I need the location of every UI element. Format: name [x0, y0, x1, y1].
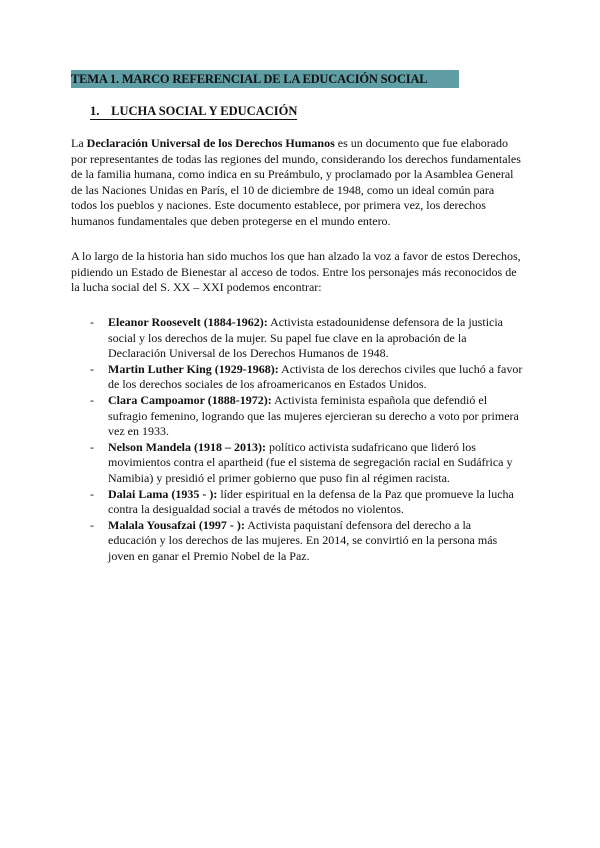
list-line: sufragio femenino, logrando que las mujeres ejercieran su derecho a voto por primera	[108, 408, 519, 423]
activist-text: líder espiritual en la defensa de la Paz que promueve la lucha	[217, 486, 514, 501]
activist-text: Activista paquistaní defensora del derecho a la	[244, 517, 472, 532]
paragraph-text: es un documento que fue elaborado	[334, 136, 509, 150]
list-line: contra la desigualdad social a través de métodos no violentos.	[108, 502, 404, 517]
activists-list	[90, 315, 540, 565]
list-line: joven en ganar el Premio Nobel de la Paz.	[108, 548, 310, 563]
activist-text: político activista sudafricano que lideró los	[266, 439, 476, 454]
list-line: vez en 1933.	[108, 424, 169, 439]
paragraph-line: la lucha social del S. XX – XXI podemos encontrar:	[71, 280, 322, 295]
list-item	[90, 487, 540, 518]
list-item	[90, 362, 540, 393]
paragraph-line: todos los pueblos y naciones. Este documento establece, por primera vez, los derechos	[71, 198, 486, 213]
paragraph-history	[71, 249, 531, 296]
paragraph-lead: La	[71, 136, 87, 150]
list-line	[108, 362, 540, 378]
paragraph-bold-term: Declaración Universal de los Derechos Humanos	[86, 136, 335, 150]
list-line	[108, 393, 540, 409]
list-dash: -	[90, 361, 94, 376]
list-item	[90, 440, 540, 487]
list-line: de los derechos sociales de los afroamericanos en Estados Unidos.	[108, 377, 427, 392]
list-line: Declaración Universal de los Derechos Humanos de 1948.	[108, 346, 389, 361]
paragraph-line: de la familia humana, como indica en su Preámbulo, y proclamado por la Asamblea General	[71, 167, 514, 182]
list-line	[108, 440, 540, 456]
list-line: social y los derechos de la mujer. Su papel fue clave en la aprobación de la	[108, 330, 467, 345]
main-title: TEMA 1. MARCO REFERENCIAL DE LA EDUCACIÓN SOCIAL	[71, 70, 459, 88]
paragraph-line: A lo largo de la historia han sido muchos los que han alzado la voz a favor de estos Derechos,	[71, 249, 521, 263]
list-line	[108, 315, 540, 331]
list-item	[90, 393, 540, 440]
paragraph-line	[71, 136, 531, 152]
activist-name: Dalai Lama (1935 - ):	[108, 486, 218, 501]
activist-text: Activista feminista española que defendió el	[271, 392, 488, 407]
paragraph-line: por representantes de todas las regiones del mundo, considerando los derechos fundamentales	[71, 151, 521, 166]
paragraph-line: humanos fundamentales que deben protegerse en el mundo entero.	[71, 213, 391, 228]
section-number: 1.	[90, 104, 100, 118]
list-dash: -	[90, 439, 94, 454]
activist-name: Clara Campoamor (1888-1972):	[108, 392, 272, 407]
activist-name: Eleanor Roosevelt (1884-1962):	[108, 315, 268, 329]
paragraph-line: de las Naciones Unidas en París, el 10 de diciembre de 1948, como un ideal común para	[71, 182, 495, 197]
list-dash: -	[90, 315, 94, 329]
section-title-text: LUCHA SOCIAL Y EDUCACIÓN	[111, 104, 298, 118]
list-line: movimientos contra el apartheid (fue el sistema de segregación racial en Sudáfrica y	[108, 455, 513, 470]
list-dash: -	[90, 392, 94, 407]
list-item	[90, 518, 540, 565]
activist-text: Activista de los derechos civiles que luchó a favor	[278, 361, 523, 376]
list-dash: -	[90, 486, 94, 501]
section-heading	[90, 103, 297, 120]
activist-name: Martin Luther King (1929-1968):	[108, 361, 279, 376]
list-line: Namibia) y presidió el primer gobierno que puso fin al régimen racista.	[108, 470, 450, 485]
list-line	[108, 518, 540, 534]
list-dash: -	[90, 517, 94, 532]
list-item	[90, 315, 540, 362]
paragraph-line: pidiendo un Estado de Bienestar al acceso de todos. Entre los personajes más reconocidos de	[71, 264, 517, 279]
list-line	[108, 487, 540, 503]
activist-text: Activista estadounidense defensora de la justicia	[267, 315, 504, 329]
list-line: educación y los derechos de las mujeres. En 2014, se convirtió en la persona más	[108, 533, 498, 548]
paragraph-declaration	[71, 136, 531, 230]
activist-name: Nelson Mandela (1918 – 2013):	[108, 439, 266, 454]
activist-name: Malala Yousafzai (1997 - ):	[108, 517, 245, 532]
